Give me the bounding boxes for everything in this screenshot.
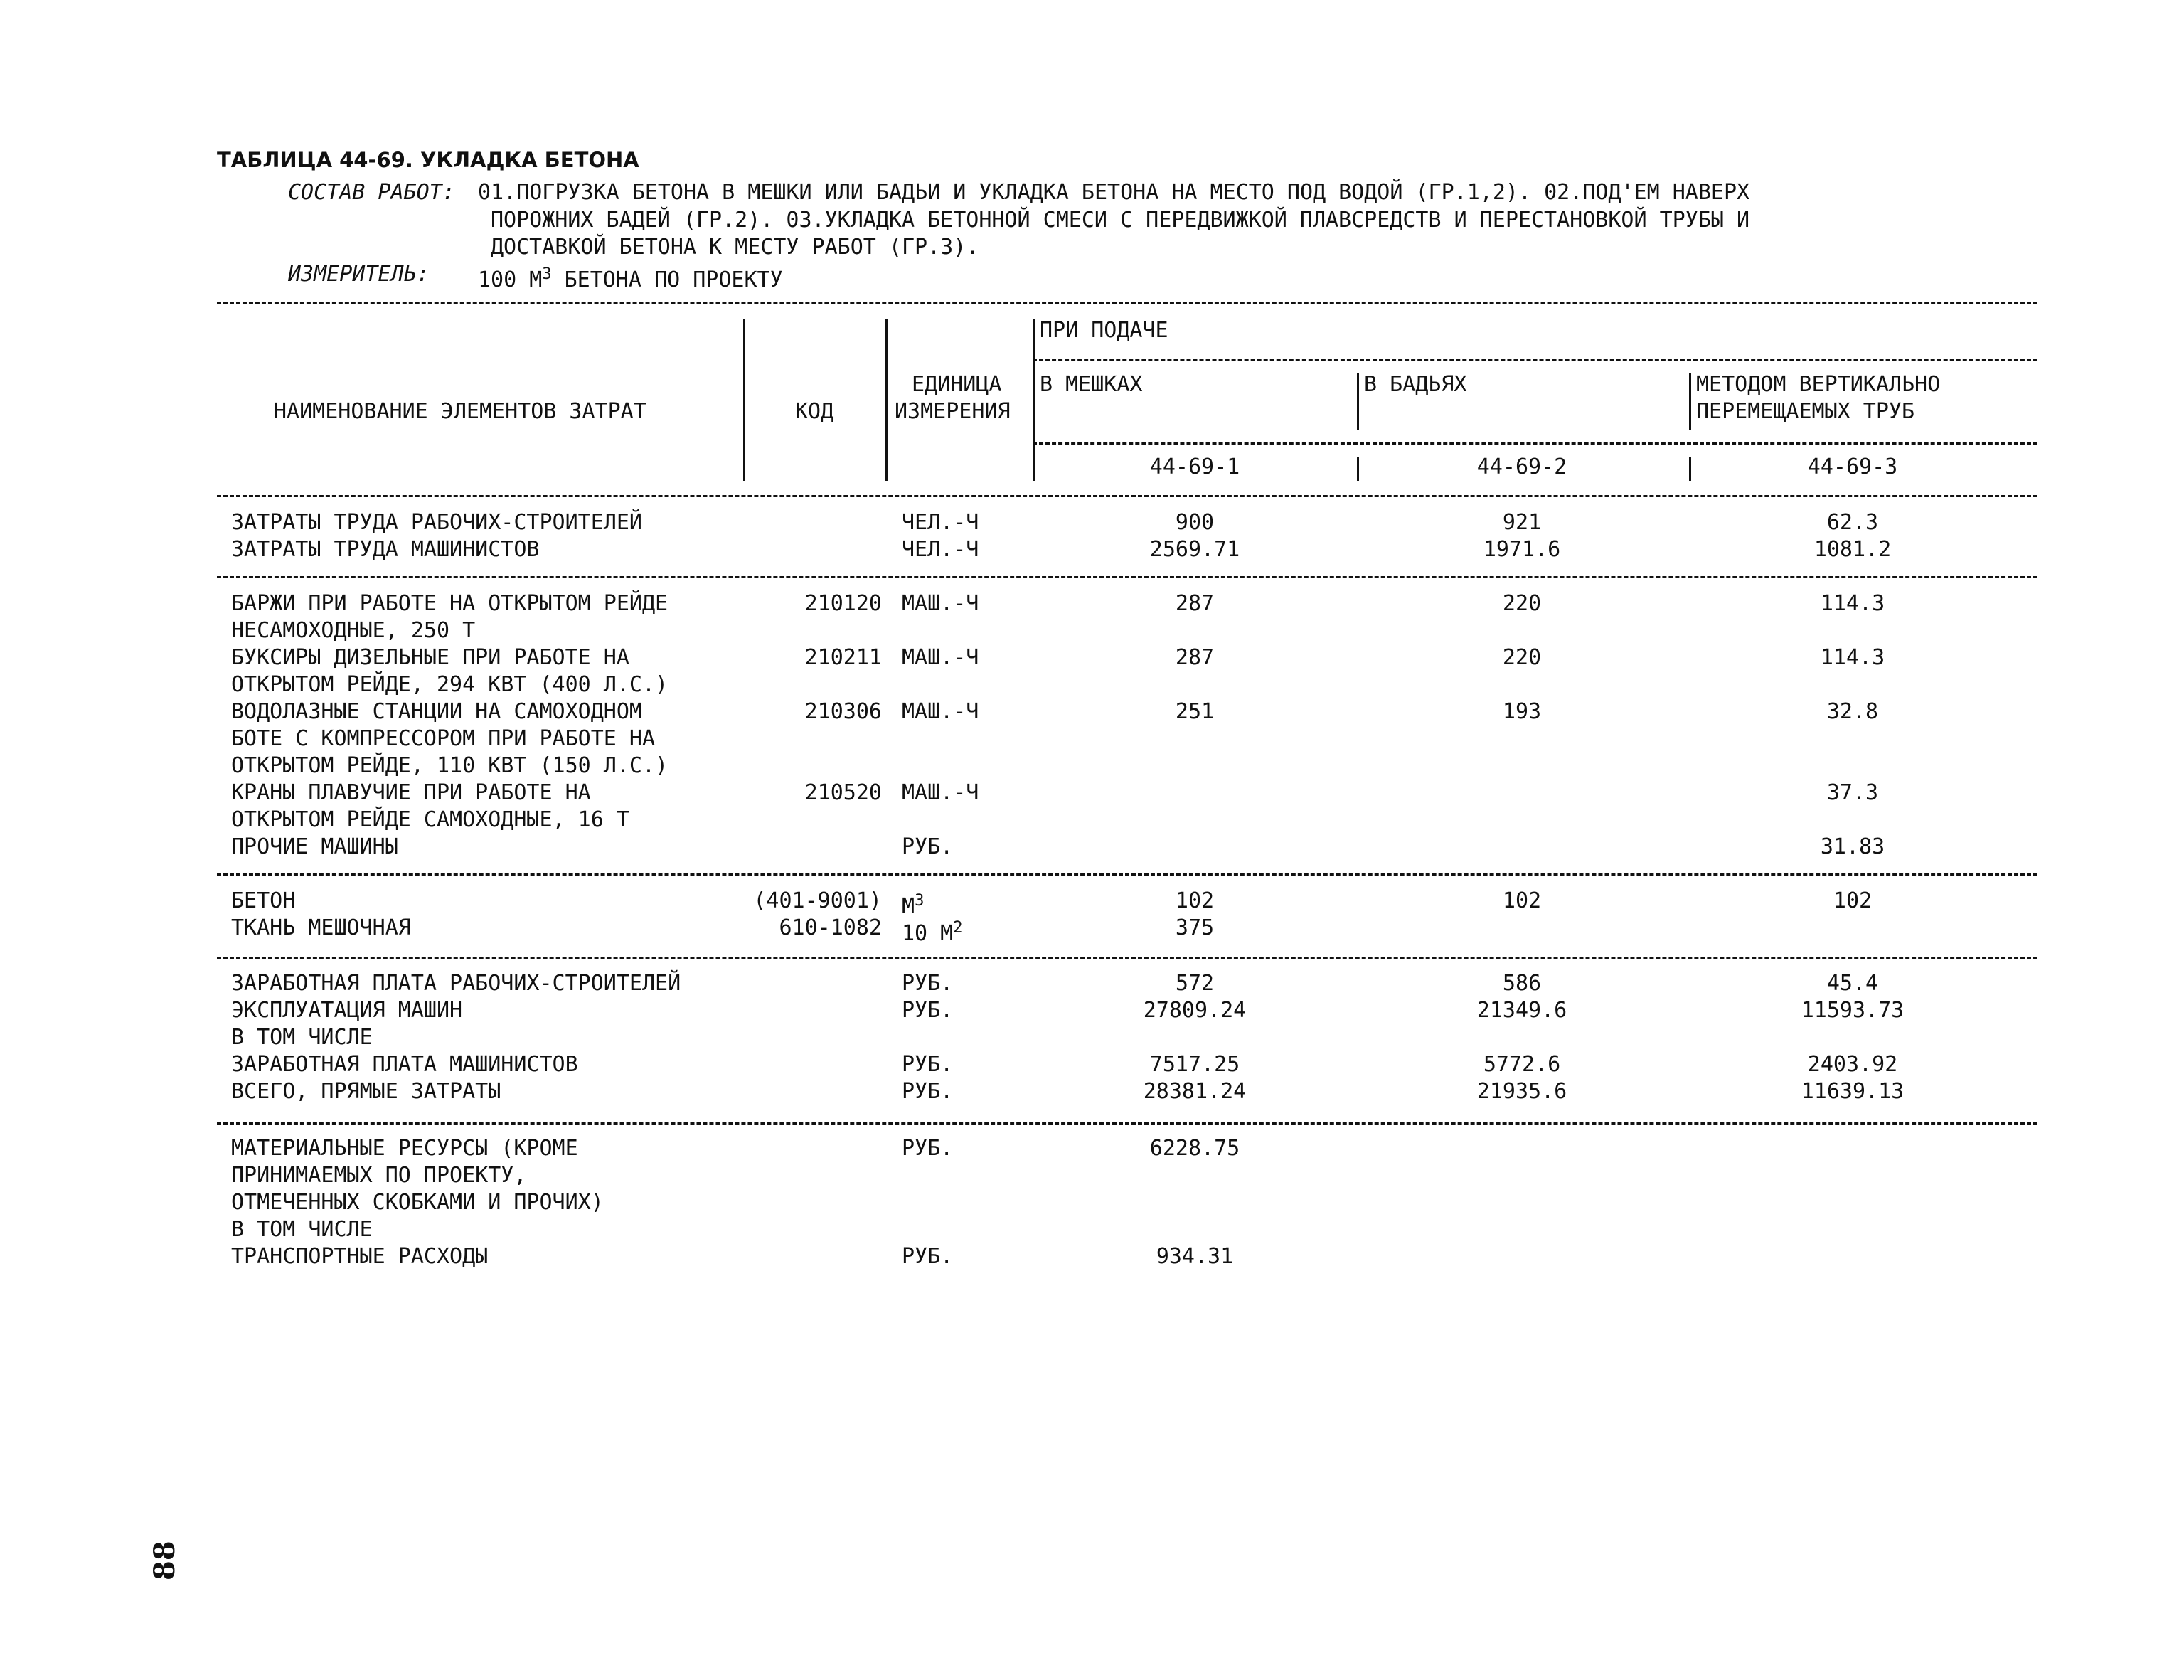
row-value-pipes: 11639.13 [1801, 1079, 1905, 1104]
row-unit: РУБ. [902, 1136, 954, 1161]
vbar-supply [1033, 319, 1035, 481]
composition-line-2: ПОРОЖНИХ БАДЕЙ (ГР.2). 03.УКЛАДКА БЕТОННОЙ СМЕСИ С ПЕРЕДВИЖКОЙ ПЛАВСРЕДСТВ И ПЕРЕСТАНОВКОЙ ТРУБЫ И [491, 208, 1750, 233]
row-code: 210306 [804, 699, 882, 724]
row-name: КРАНЫ ПЛАВУЧИЕ ПРИ РАБОТЕ НА [231, 780, 591, 805]
row-value-pipes: 32.8 [1826, 699, 1879, 724]
row-name: ЗАРАБОТНАЯ ПЛАТА МАШИНИСТОВ [231, 1052, 578, 1077]
row-value-bags: 102 [1175, 888, 1215, 913]
col-code-3: 44-69-3 [1807, 454, 1898, 479]
row-name: ОТКРЫТОМ РЕЙДЕ САМОХОДНЫЕ, 16 Т [231, 807, 629, 832]
row-name: ЗАРАБОТНАЯ ПЛАТА РАБОЧИХ-СТРОИТЕЛЕЙ [231, 971, 681, 996]
composition-line-3: ДОСТАВКОЙ БЕТОНА К МЕСТУ РАБОТ (ГР.3). [491, 235, 979, 260]
row-name: ЗАТРАТЫ ТРУДА РАБОЧИХ-СТРОИТЕЛЕЙ [231, 510, 642, 535]
row-code: 210520 [804, 780, 882, 805]
vbar-pipes-code [1689, 457, 1691, 481]
row-value-pipes: 1081.2 [1813, 537, 1892, 562]
row-name: ПРОЧИЕ МАШИНЫ [231, 834, 398, 859]
row-value-bags: 251 [1175, 699, 1215, 724]
row-name: В ТОМ ЧИСЛЕ [231, 1217, 373, 1242]
col-header-code: КОД [795, 399, 834, 424]
row-value-pipes: 11593.73 [1801, 998, 1905, 1023]
row-name: БОТЕ С КОМПРЕССОРОМ ПРИ РАБОТЕ НА [231, 726, 656, 751]
row-value-tubs: 586 [1502, 971, 1542, 996]
row-name: БУКСИРЫ ДИЗЕЛЬНЫЕ ПРИ РАБОТЕ НА [231, 645, 629, 670]
row-unit: $М^3$ [902, 892, 925, 919]
row-value-bags: 28381.24 [1143, 1079, 1247, 1104]
row-value-pipes: 102 [1833, 888, 1873, 913]
row-name: ЗАТРАТЫ ТРУДА МАШИНИСТОВ [231, 537, 540, 562]
row-unit: 10 $М^2$ [902, 919, 963, 946]
row-value-tubs: 193 [1502, 699, 1542, 724]
row-code: (401-9001) [753, 888, 882, 913]
row-name: ВОДОЛАЗНЫЕ СТАНЦИИ НА САМОХОДНОМ [231, 699, 642, 724]
row-name: БАРЖИ ПРИ РАБОТЕ НА ОТКРЫТОМ РЕЙДЕ [231, 591, 668, 616]
row-value-pipes: 62.3 [1826, 510, 1879, 535]
table-top-rule [217, 302, 2037, 304]
col-header-pipes-1: МЕТОДОМ ВЕРТИКАЛЬНО [1696, 372, 1941, 397]
row-code: 210120 [804, 591, 882, 616]
section-rule-2 [217, 873, 2037, 876]
row-name: ЭКСПЛУАТАЦИЯ МАШИН [231, 998, 463, 1023]
section-rule-3 [217, 957, 2037, 959]
row-value-tubs: 21349.6 [1476, 998, 1567, 1023]
subcol-rule [1033, 442, 2037, 445]
row-name: ТКАНЬ МЕШОЧНАЯ [231, 915, 411, 940]
row-value-tubs: 220 [1502, 591, 1542, 616]
row-value-pipes: 45.4 [1826, 971, 1879, 996]
col-header-supply: ПРИ ПОДАЧЕ [1040, 318, 1168, 343]
col-header-tubs: В БАДЬЯХ [1364, 372, 1467, 397]
vbar-code [743, 319, 745, 481]
row-value-bags: 572 [1175, 971, 1215, 996]
row-value-tubs: 5772.6 [1483, 1052, 1561, 1077]
vbar-tubs-code [1357, 457, 1359, 481]
row-value-tubs: 21935.6 [1476, 1079, 1567, 1104]
row-name: ВСЕГО, ПРЯМЫЕ ЗАТРАТЫ [231, 1079, 501, 1104]
row-unit: МАШ.-Ч [902, 780, 979, 805]
col-header-name: НАИМЕНОВАНИЕ ЭЛЕМЕНТОВ ЗАТРАТ [274, 399, 646, 424]
vbar-unit [885, 319, 888, 481]
row-unit: РУБ. [902, 834, 954, 859]
composition-line-1: 01.ПОГРУЗКА БЕТОНА В МЕШКИ ИЛИ БАДЬИ И УКЛАДКА БЕТОНА НА МЕСТО ПОД ВОДОЙ (ГР.1,2). 02.ПОД'ЕМ НАВЕРХ [478, 180, 1750, 205]
row-unit: ЧЕЛ.-Ч [902, 510, 979, 535]
row-name: МАТЕРИАЛЬНЫЕ РЕСУРСЫ (КРОМЕ [231, 1136, 578, 1161]
composition-label: СОСТАВ РАБОТ: [288, 180, 455, 205]
row-name: ТРАНСПОРТНЫЕ РАСХОДЫ [231, 1244, 489, 1269]
supply-rule [1033, 359, 2037, 361]
row-value-tubs: 102 [1502, 888, 1542, 913]
table-title: ТАБЛИЦА 44-69. УКЛАДКА БЕТОНА [217, 148, 639, 172]
row-unit: ЧЕЛ.-Ч [902, 537, 979, 562]
measure-label: ИЗМЕРИТЕЛЬ: [288, 262, 430, 287]
row-unit: МАШ.-Ч [902, 591, 979, 616]
col-header-unit-1: ЕДИНИЦА [912, 372, 1002, 397]
row-value-bags: 287 [1175, 645, 1215, 670]
section-rule-4 [217, 1122, 2037, 1125]
col-code-2: 44-69-2 [1476, 454, 1567, 479]
row-value-pipes: 114.3 [1820, 591, 1885, 616]
row-unit: РУБ. [902, 1244, 954, 1269]
col-header-pipes-2: ПЕРЕМЕЩАЕМЫХ ТРУБ [1696, 399, 1915, 424]
row-value-pipes: 114.3 [1820, 645, 1885, 670]
col-header-unit-2: ИЗМЕРЕНИЯ [895, 399, 1011, 424]
row-value-bags: 6228.75 [1149, 1136, 1240, 1161]
row-unit: РУБ. [902, 971, 954, 996]
row-name: ОТМЕЧЕННЫХ СКОБКАМИ И ПРОЧИХ) [231, 1190, 604, 1215]
col-code-1: 44-69-1 [1149, 454, 1240, 479]
section-rule-1 [217, 576, 2037, 578]
row-value-bags: 2569.71 [1149, 537, 1240, 562]
col-header-bags: В МЕШКАХ [1040, 372, 1143, 397]
row-value-bags: 287 [1175, 591, 1215, 616]
row-name: ОТКРЫТОМ РЕЙДЕ, 110 КВТ (150 Л.С.) [231, 753, 668, 778]
header-bottom-rule [217, 495, 2037, 497]
row-value-tubs: 220 [1502, 645, 1542, 670]
row-code: 210211 [804, 645, 882, 670]
row-unit: РУБ. [902, 1052, 954, 1077]
row-unit: МАШ.-Ч [902, 699, 979, 724]
row-unit: МАШ.-Ч [902, 645, 979, 670]
row-code: 610-1082 [779, 915, 882, 940]
row-unit: РУБ. [902, 1079, 954, 1104]
row-value-bags: 7517.25 [1149, 1052, 1240, 1077]
measure-value: 100 $М^3$ БЕТОНА ПО ПРОЕКТУ [478, 265, 783, 292]
row-name: ОТКРЫТОМ РЕЙДЕ, 294 КВТ (400 Л.С.) [231, 672, 668, 697]
row-value-bags: 27809.24 [1143, 998, 1247, 1023]
row-name: НЕСАМОХОДНЫЕ, 250 Т [231, 618, 476, 643]
row-value-bags: 900 [1175, 510, 1215, 535]
row-unit: РУБ. [902, 998, 954, 1023]
row-value-tubs: 1971.6 [1483, 537, 1561, 562]
row-name: В ТОМ ЧИСЛЕ [231, 1025, 373, 1050]
row-value-bags: 375 [1175, 915, 1215, 940]
row-value-tubs: 921 [1502, 510, 1542, 535]
row-name: БЕТОН [231, 888, 296, 913]
row-value-pipes: 37.3 [1826, 780, 1879, 805]
row-value-pipes: 2403.92 [1807, 1052, 1898, 1077]
row-value-bags: 934.31 [1156, 1244, 1234, 1269]
row-value-pipes: 31.83 [1820, 834, 1885, 859]
page-number: 88 [148, 1541, 181, 1580]
vbar-pipes [1689, 373, 1691, 430]
row-name: ПРИНИМАЕМЫХ ПО ПРОЕКТУ, [231, 1163, 527, 1188]
vbar-tubs [1357, 373, 1359, 430]
